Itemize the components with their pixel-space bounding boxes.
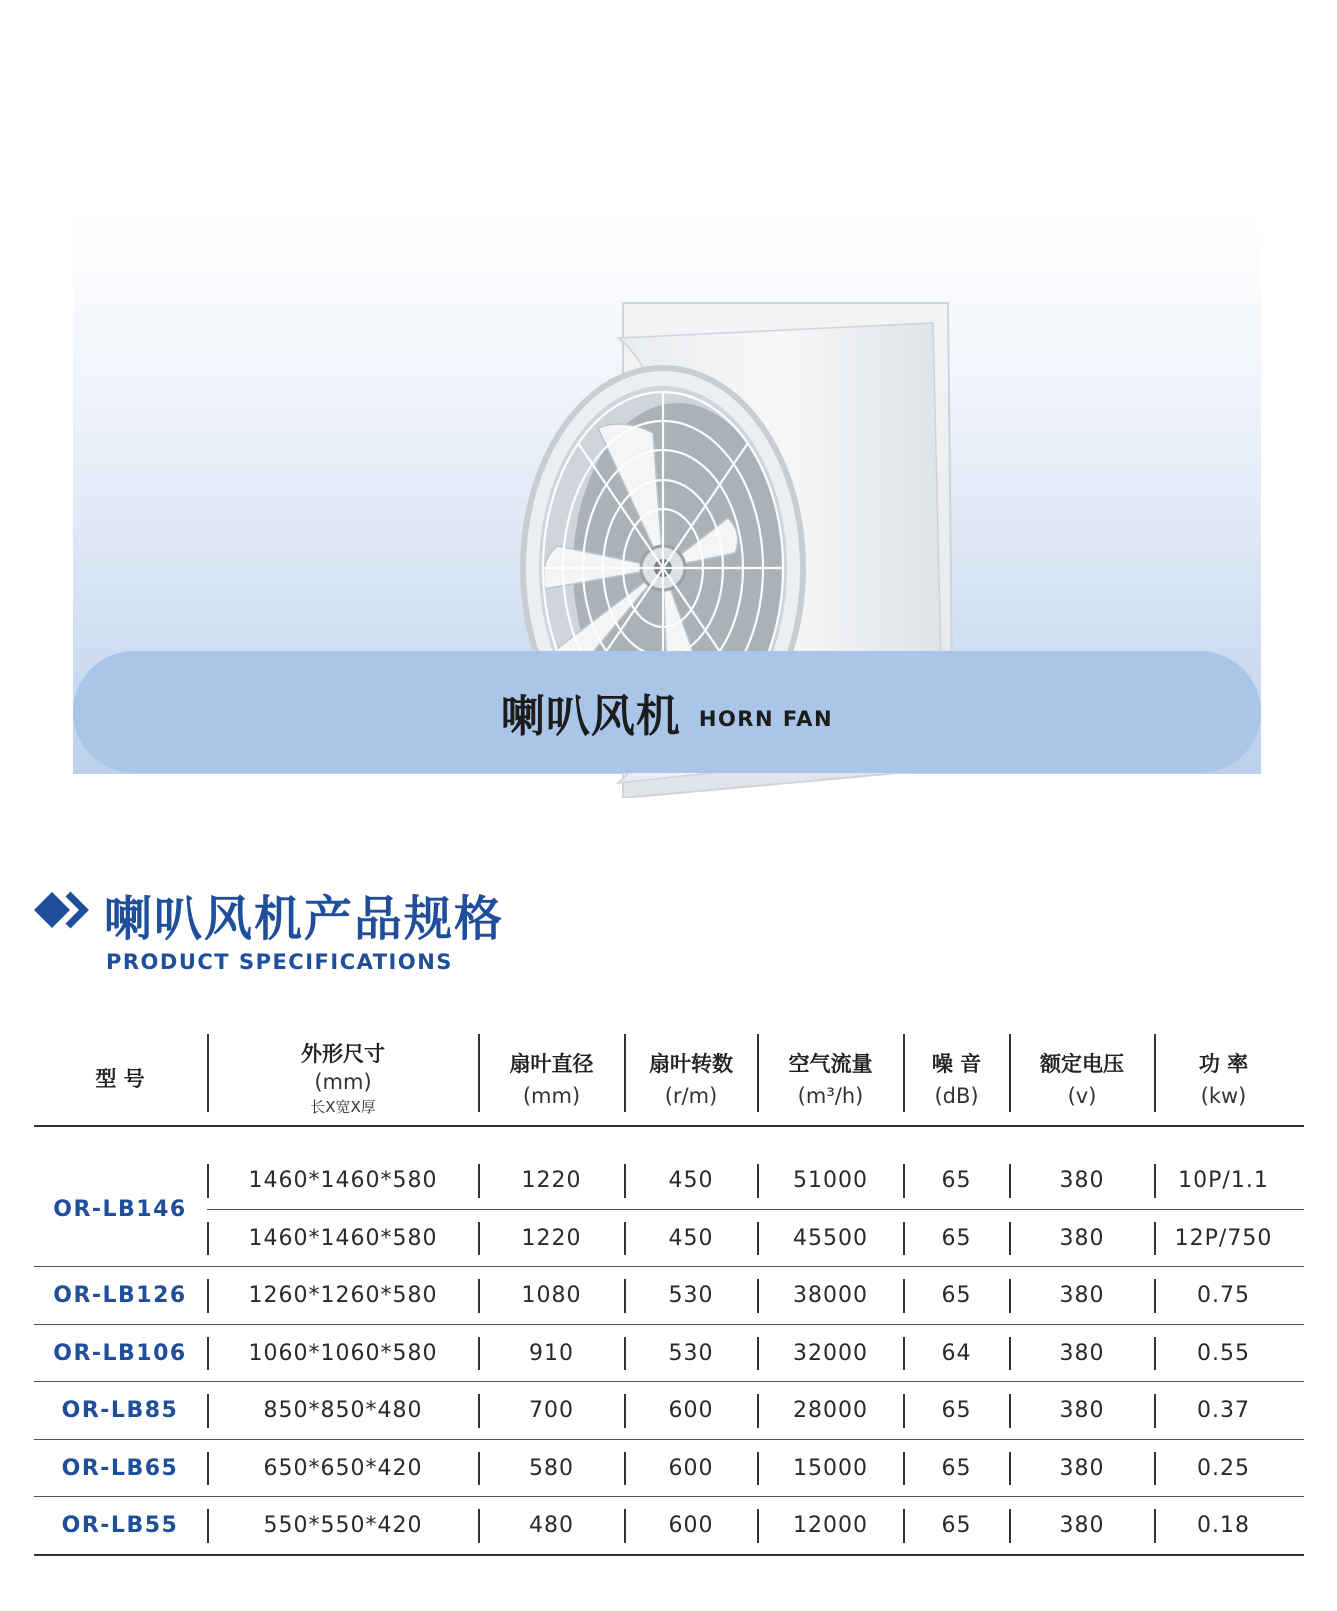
header-power <box>1156 1030 1291 1125</box>
rpm-cell: 600 <box>668 1455 714 1481</box>
header-label: 空气流量 <box>788 1051 873 1076</box>
model-cell: OR-LB65 <box>61 1455 179 1481</box>
flow-cell: 12000 <box>793 1513 868 1539</box>
column-divider <box>478 1394 480 1428</box>
header-unit: (r/m) <box>664 1083 718 1108</box>
table-row <box>34 1210 1304 1268</box>
model-cell: OR-LB106 <box>53 1340 187 1366</box>
flow-cell: 15000 <box>793 1455 868 1481</box>
dia-cell: 1220 <box>521 1225 582 1251</box>
dims-cell: 850*850*480 <box>263 1398 423 1424</box>
column-divider <box>1009 1034 1011 1112</box>
column-divider <box>1154 1222 1156 1256</box>
power-cell: 0.37 <box>1197 1398 1250 1424</box>
header-noise <box>905 1030 1008 1125</box>
column-divider <box>207 1394 209 1428</box>
table-row <box>34 1440 1304 1498</box>
flow-cell: 45500 <box>793 1225 868 1251</box>
column-divider <box>1154 1452 1156 1486</box>
table-row <box>34 1267 1304 1325</box>
column-divider <box>903 1452 905 1486</box>
noise-cell: 65 <box>941 1513 972 1539</box>
column-divider <box>1009 1279 1011 1313</box>
column-divider <box>207 1222 209 1256</box>
dia-cell: 580 <box>529 1455 574 1481</box>
volt-cell: 380 <box>1059 1225 1105 1251</box>
header-blade-diameter <box>480 1030 623 1125</box>
noise-cell: 65 <box>941 1283 972 1309</box>
header-label: 扇叶转数 <box>649 1051 733 1076</box>
rpm-cell: 600 <box>668 1398 714 1424</box>
rpm-cell: 450 <box>668 1168 714 1194</box>
column-divider <box>624 1452 626 1486</box>
header-unit: (kw) <box>1200 1083 1247 1108</box>
model-cell: OR-LB146 <box>53 1197 187 1222</box>
column-divider <box>478 1034 480 1112</box>
volt-cell: 380 <box>1059 1398 1105 1424</box>
header-label: 外形尺寸 <box>301 1042 385 1066</box>
header-unit: (dB) <box>934 1083 979 1108</box>
column-divider <box>757 1509 759 1543</box>
table-row <box>34 1382 1304 1440</box>
column-divider <box>207 1509 209 1543</box>
noise-cell: 65 <box>941 1398 972 1424</box>
header-air-flow <box>759 1030 902 1125</box>
header-voltage <box>1011 1030 1153 1125</box>
header-label: 功 率 <box>1198 1051 1249 1076</box>
dims-cell: 1060*1060*580 <box>248 1340 438 1366</box>
power-cell: 0.75 <box>1197 1283 1250 1309</box>
column-divider <box>757 1034 759 1112</box>
dims-cell: 550*550*420 <box>263 1513 423 1539</box>
power-cell: 0.18 <box>1197 1513 1250 1539</box>
column-divider <box>1009 1452 1011 1486</box>
column-divider <box>624 1337 626 1371</box>
volt-cell: 380 <box>1059 1455 1105 1481</box>
volt-cell: 380 <box>1059 1168 1105 1194</box>
noise-cell: 64 <box>941 1340 972 1366</box>
column-divider <box>757 1337 759 1371</box>
header-model <box>34 1030 206 1125</box>
flow-cell: 32000 <box>793 1340 868 1366</box>
column-divider <box>1009 1509 1011 1543</box>
column-divider <box>624 1394 626 1428</box>
volt-cell: 380 <box>1059 1340 1105 1366</box>
dia-cell: 480 <box>529 1513 574 1539</box>
power-cell: 0.55 <box>1197 1340 1250 1366</box>
column-divider <box>757 1452 759 1486</box>
model-cell: OR-LB126 <box>53 1283 187 1309</box>
noise-cell: 65 <box>941 1455 972 1481</box>
column-divider <box>903 1222 905 1256</box>
header-unit: (mm) <box>522 1083 581 1108</box>
model-cell: OR-LB85 <box>61 1398 179 1424</box>
column-divider <box>207 1164 209 1198</box>
column-divider <box>207 1279 209 1313</box>
spec-table <box>34 1030 1304 1539</box>
rpm-cell: 450 <box>668 1225 714 1251</box>
dia-cell: 1220 <box>521 1168 582 1194</box>
column-divider <box>1154 1279 1156 1313</box>
rpm-cell: 530 <box>668 1283 714 1309</box>
header-label: 扇叶直径 <box>509 1051 594 1076</box>
flow-cell: 51000 <box>793 1168 868 1194</box>
product-title-en: HORN FAN <box>698 707 834 731</box>
column-divider <box>478 1337 480 1371</box>
dims-cell: 650*650*420 <box>263 1455 423 1481</box>
column-divider <box>903 1279 905 1313</box>
rpm-cell: 600 <box>668 1513 714 1539</box>
power-cell: 0.25 <box>1197 1455 1250 1481</box>
column-divider <box>903 1509 905 1543</box>
section-title-en: PRODUCT SPECIFICATIONS <box>106 950 453 974</box>
column-divider <box>1154 1509 1156 1543</box>
column-divider <box>207 1034 209 1112</box>
column-divider <box>1154 1337 1156 1371</box>
dims-cell: 1260*1260*580 <box>248 1283 438 1309</box>
column-divider <box>757 1222 759 1256</box>
model-cell: OR-LB55 <box>61 1513 179 1539</box>
table-header <box>34 1030 1304 1127</box>
column-divider <box>624 1509 626 1543</box>
table-row <box>34 1497 1304 1555</box>
column-divider <box>624 1222 626 1256</box>
column-divider <box>207 1337 209 1371</box>
noise-cell: 65 <box>941 1225 972 1251</box>
header-dimensions <box>209 1030 477 1125</box>
header-unit: (v) <box>1067 1083 1097 1108</box>
column-divider <box>903 1034 905 1112</box>
column-divider <box>1009 1164 1011 1198</box>
header-blade-speed <box>626 1030 756 1125</box>
dims-cell: 1460*1460*580 <box>248 1168 438 1194</box>
column-divider <box>903 1164 905 1198</box>
column-divider <box>903 1394 905 1428</box>
noise-cell: 65 <box>941 1168 972 1194</box>
column-divider <box>1154 1034 1156 1112</box>
column-divider <box>624 1279 626 1313</box>
column-divider <box>1009 1222 1011 1256</box>
column-divider <box>624 1164 626 1198</box>
flow-cell: 38000 <box>793 1283 868 1309</box>
column-divider <box>207 1452 209 1486</box>
table-row <box>34 1325 1304 1383</box>
header-label: 噪 音 <box>931 1051 982 1076</box>
column-divider <box>757 1164 759 1198</box>
dia-cell: 910 <box>529 1340 574 1366</box>
column-divider <box>1154 1394 1156 1428</box>
column-divider <box>478 1164 480 1198</box>
dia-cell: 700 <box>529 1398 574 1424</box>
flow-cell: 28000 <box>793 1398 868 1424</box>
column-divider <box>1154 1164 1156 1198</box>
volt-cell: 380 <box>1059 1513 1105 1539</box>
product-title-banner <box>73 651 1261 773</box>
dims-cell: 1460*1460*580 <box>248 1225 438 1251</box>
product-title-cn: 喇叭风机 <box>500 691 681 742</box>
header-unit: (m³/h) <box>797 1083 864 1108</box>
header-label: 额定电压 <box>1040 1051 1124 1076</box>
volt-cell: 380 <box>1059 1283 1105 1309</box>
column-divider <box>1009 1394 1011 1428</box>
column-divider <box>478 1509 480 1543</box>
column-divider <box>478 1279 480 1313</box>
table-row <box>34 1152 1304 1222</box>
power-cell: 12P/750 <box>1174 1225 1273 1251</box>
column-divider <box>1009 1337 1011 1371</box>
header-subnote: 长X宽X厚 <box>310 1098 376 1116</box>
column-divider <box>624 1034 626 1112</box>
column-divider <box>757 1394 759 1428</box>
column-divider <box>903 1337 905 1371</box>
rpm-cell: 530 <box>668 1340 714 1366</box>
power-cell: 10P/1.1 <box>1178 1168 1269 1194</box>
column-divider <box>478 1452 480 1486</box>
header-unit: (mm) <box>314 1070 372 1094</box>
column-divider <box>478 1222 480 1256</box>
header-label: 型 号 <box>95 1066 145 1091</box>
column-divider <box>757 1279 759 1313</box>
row-divider <box>34 1554 1304 1556</box>
dia-cell: 1080 <box>521 1283 582 1309</box>
double-chevron-diamond-icon <box>34 888 94 932</box>
section-title-cn: 喇叭风机产品规格 <box>104 891 505 947</box>
